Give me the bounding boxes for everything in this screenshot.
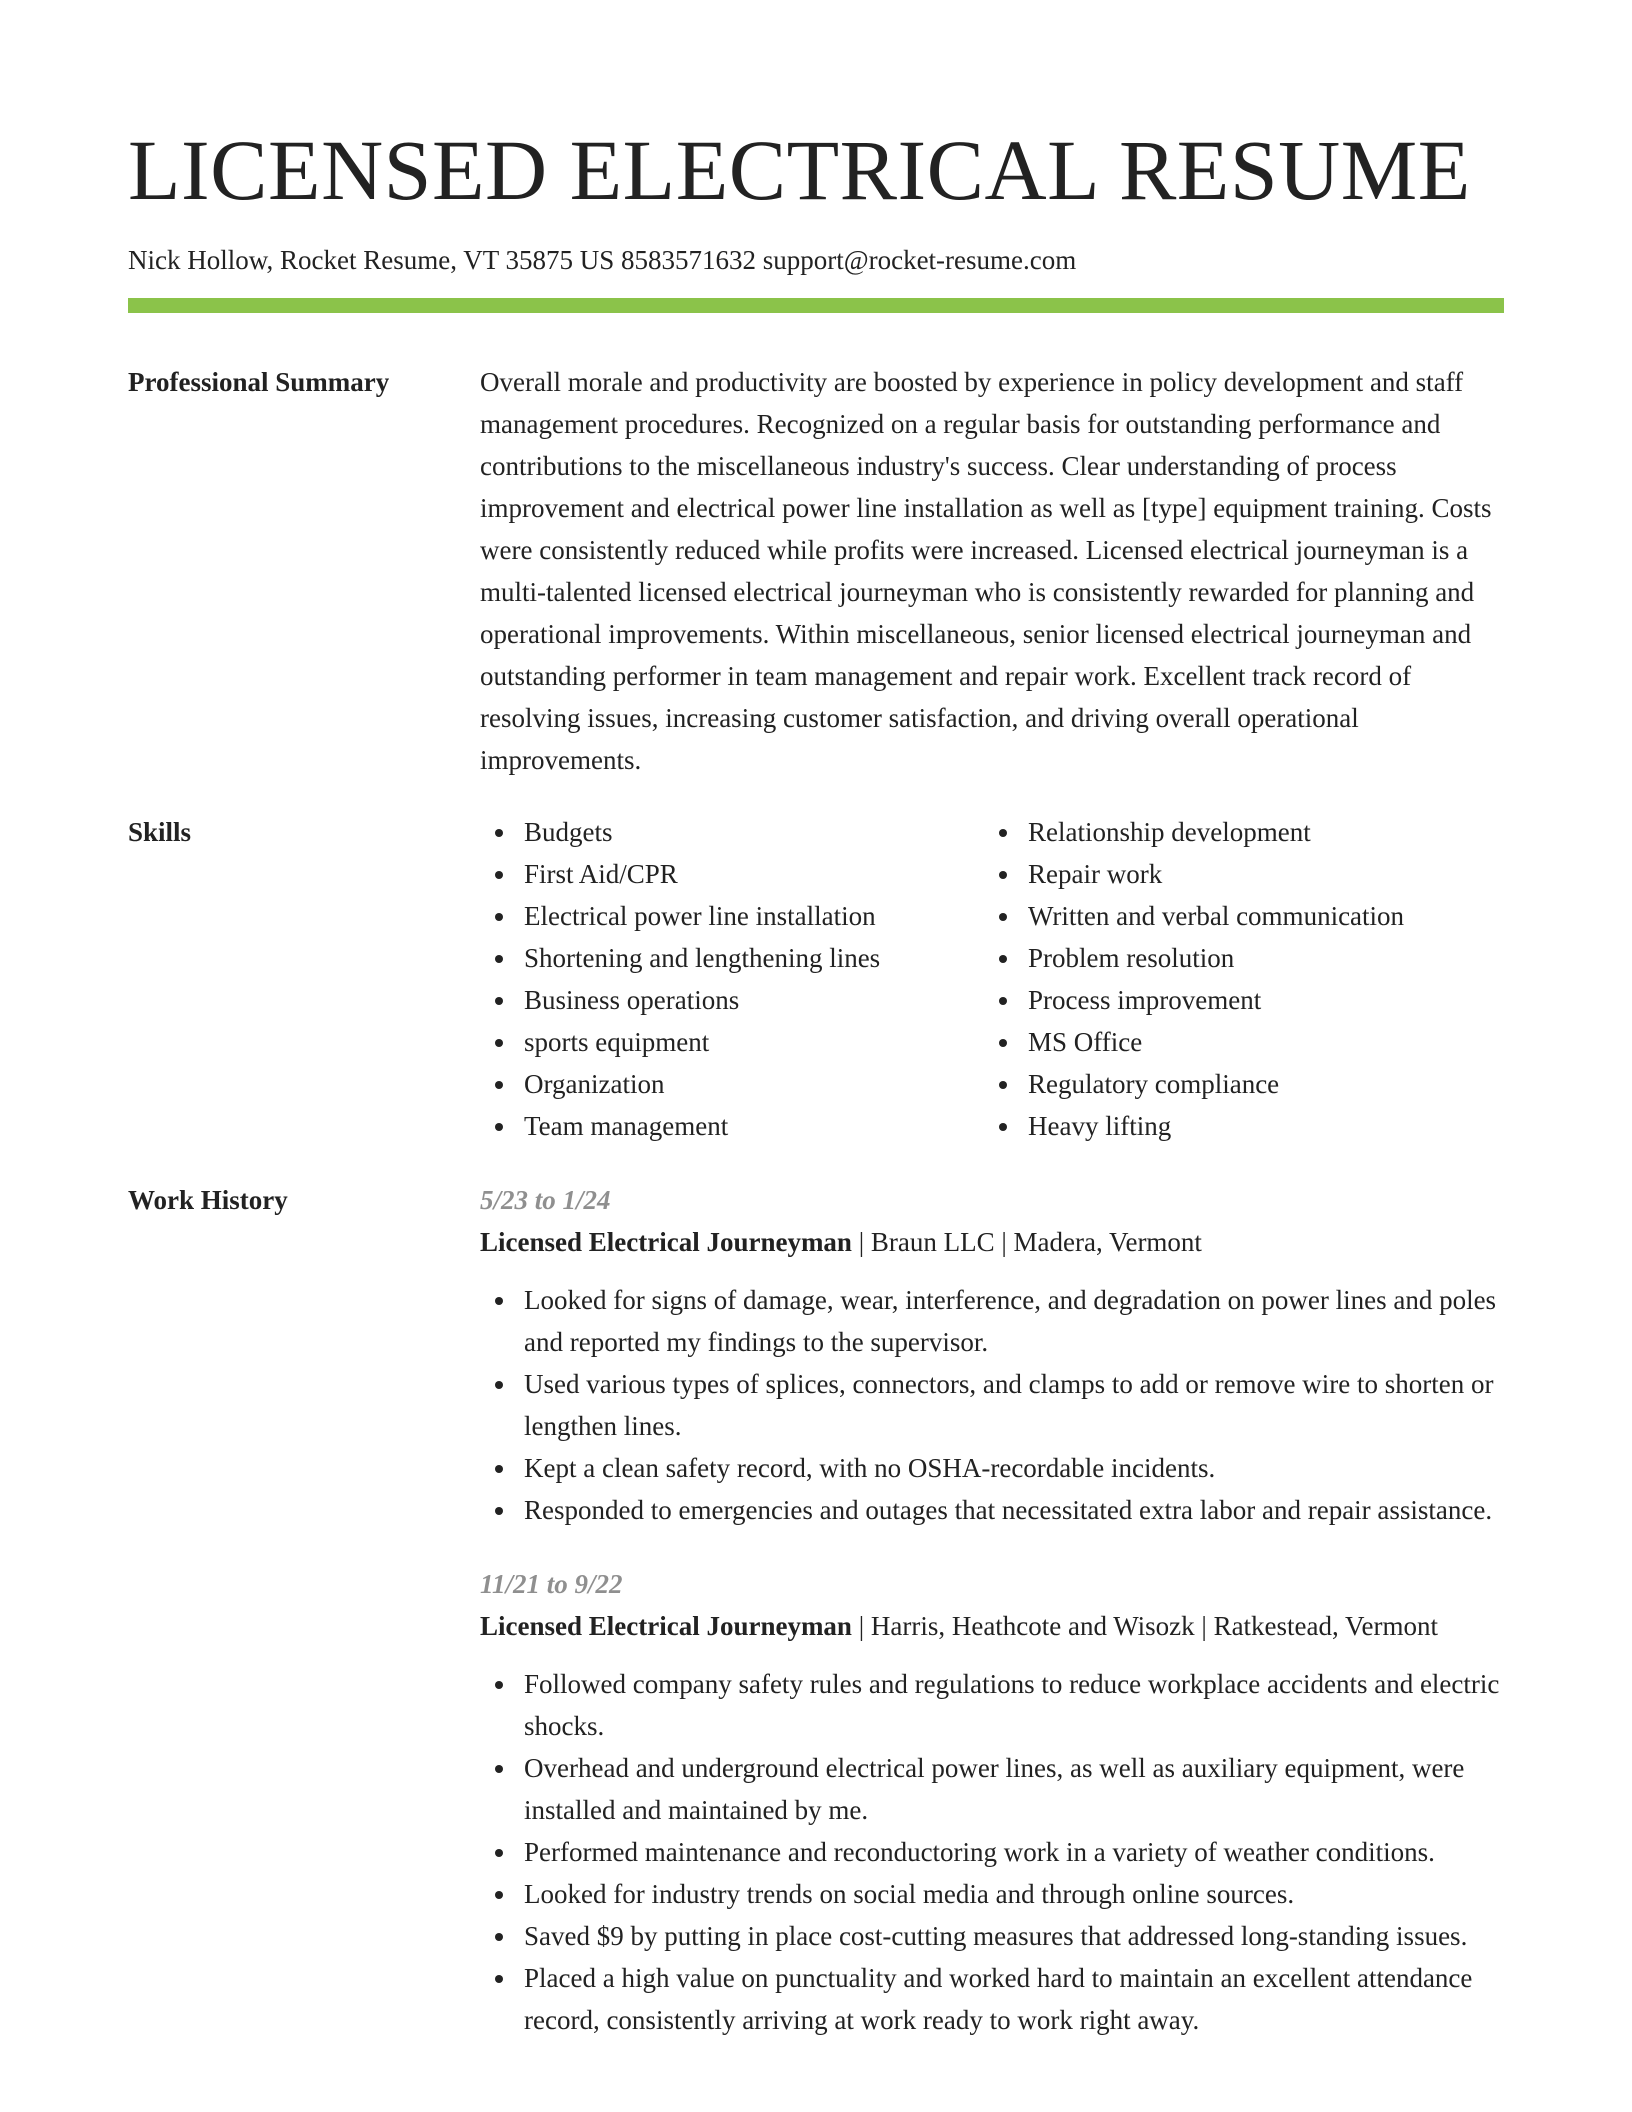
- job-details: | Braun LLC | Madera, Vermont: [851, 1227, 1202, 1257]
- skill-item: MS Office: [984, 1021, 1488, 1063]
- section-label-summary: Professional Summary: [128, 367, 390, 397]
- skill-item: Repair work: [984, 853, 1488, 895]
- resume-page: [128, 118, 1504, 2041]
- job-heading: [480, 1221, 1504, 1263]
- job-entry: [480, 1563, 1504, 2041]
- job-bullet: Responded to emergencies and outages that necessitated extra labor and repair assistance.: [480, 1489, 1504, 1531]
- job-bullet: Saved $9 by putting in place cost-cutting measures that addressed long-standing issues.: [480, 1915, 1504, 1957]
- skills-list-right: [984, 811, 1488, 1147]
- skill-item: Heavy lifting: [984, 1105, 1488, 1147]
- job-bullet: Performed maintenance and reconductoring work in a variety of weather conditions.: [480, 1831, 1504, 1873]
- job-bullet: Overhead and underground electrical power lines, as well as auxiliary equipment, were installed and maintained by me.: [480, 1747, 1504, 1831]
- job-bullet: Kept a clean safety record, with no OSHA-recordable incidents.: [480, 1447, 1504, 1489]
- job-bullet: Used various types of splices, connectors, and clamps to add or remove wire to shorten or lengthen lines.: [480, 1363, 1504, 1447]
- skill-item: Business operations: [480, 979, 984, 1021]
- work-history-body: [480, 1179, 1504, 2041]
- skill-item: Process improvement: [984, 979, 1488, 1021]
- job-bullet-list: [480, 1663, 1504, 2041]
- job-dates: 5/23 to 1/24: [480, 1185, 611, 1215]
- section-label-work-history: Work History: [128, 1185, 288, 1215]
- job-dates: 11/21 to 9/22: [480, 1569, 623, 1599]
- job-bullet-list: [480, 1279, 1504, 1531]
- skill-item: Team management: [480, 1105, 984, 1147]
- job-bullet: Followed company safety rules and regulations to reduce workplace accidents and electric shocks.: [480, 1663, 1504, 1747]
- summary-body: [480, 361, 1504, 781]
- skill-item: First Aid/CPR: [480, 853, 984, 895]
- skills-section: [128, 811, 1504, 1147]
- job-bullet: Looked for industry trends on social media and through online sources.: [480, 1873, 1504, 1915]
- job-title: Licensed Electrical Journeyman: [480, 1227, 852, 1257]
- job-heading: [480, 1605, 1504, 1647]
- summary-text: Overall morale and productivity are boosted by experience in policy development and staff management procedures. Recognized on a regular basis for outstanding performance and contributions to the miscellaneous industry's success. Clear understanding of process improvement and electrical power line installation as well as [type] equipment training. Costs were consistently reduced while profits were increased. Licensed electrical journeyman is a multi-talented licensed electrical journeyman who is consistently rewarded for planning and operational improvements. Within miscellaneous, senior licensed electrical journeyman and outstanding performer in team management and repair work. Excellent track record of resolving issues, increasing customer satisfaction, and driving overall operational improvements.: [480, 367, 1492, 775]
- professional-summary-section: [128, 361, 1504, 781]
- accent-divider: [128, 298, 1504, 313]
- skill-item: Organization: [480, 1063, 984, 1105]
- skill-item: Shortening and lengthening lines: [480, 937, 984, 979]
- skills-grid: [480, 811, 1504, 1147]
- skill-item: Budgets: [480, 811, 984, 853]
- job-details: | Harris, Heathcote and Wisozk | Ratkestead, Vermont: [851, 1611, 1439, 1641]
- job-entry: [480, 1179, 1504, 1531]
- job-title: Licensed Electrical Journeyman: [480, 1611, 852, 1641]
- contact-info: Nick Hollow, Rocket Resume, VT 35875 US 8583571632 support@rocket-resume.com: [128, 245, 1077, 275]
- skill-item: Written and verbal communication: [984, 895, 1488, 937]
- skill-item: Electrical power line installation: [480, 895, 984, 937]
- skill-item: sports equipment: [480, 1021, 984, 1063]
- skills-list-left: [480, 811, 984, 1147]
- skill-item: Relationship development: [984, 811, 1488, 853]
- skill-item: Regulatory compliance: [984, 1063, 1488, 1105]
- section-label-skills: Skills: [128, 817, 192, 847]
- job-bullet: Looked for signs of damage, wear, interference, and degradation on power lines and poles and reported my findings to the supervisor.: [480, 1279, 1504, 1363]
- skill-item: Problem resolution: [984, 937, 1488, 979]
- resume-title: LICENSED ELECTRICAL RESUME: [128, 122, 1471, 218]
- work-history-section: [128, 1179, 1504, 2041]
- job-bullet: Placed a high value on punctuality and worked hard to maintain an excellent attendance record, consistently arriving at work ready to work right away.: [480, 1957, 1504, 2041]
